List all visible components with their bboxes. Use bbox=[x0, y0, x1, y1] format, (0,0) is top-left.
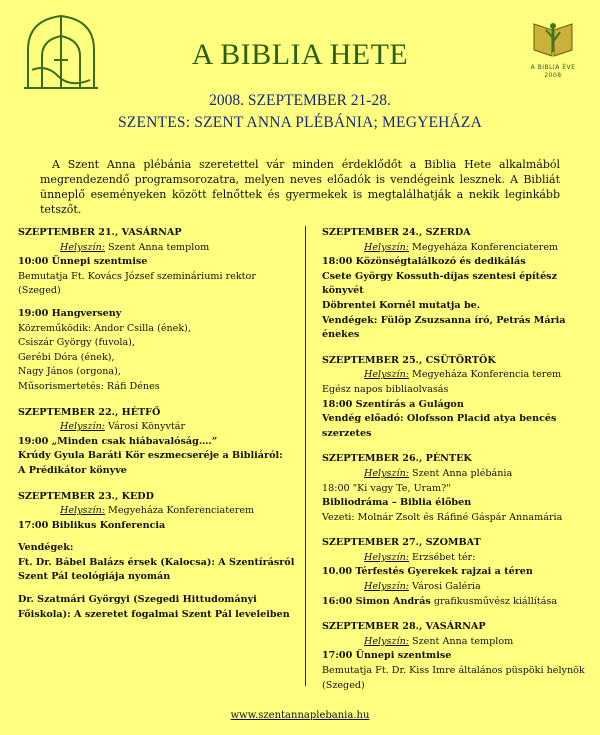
logo-year: 2008 bbox=[544, 72, 562, 79]
detail-line: Közreműködik: Andor Csilla (ének), bbox=[18, 322, 191, 334]
location-line bbox=[322, 635, 592, 650]
detail-line: Bemutatja Ft. Dr. Kiss Imre általános püspöki helynök bbox=[322, 665, 585, 677]
location-value: Erzsébet tér: bbox=[409, 551, 476, 563]
event-time-title: 16:00 Simon András bbox=[322, 595, 431, 607]
event-line: Vendégek: bbox=[18, 542, 74, 554]
event-line: Vendég előadó: Olofsson Placid atya bencés szerzetes bbox=[322, 413, 557, 439]
location-label: Helyszín: bbox=[60, 421, 105, 433]
event-line: Csete György Kossuth-díjas szentesi építész könyvét bbox=[322, 270, 558, 297]
event-line: Dr. Szatmári Györgyi (Szegedi Hittudományi bbox=[18, 594, 257, 606]
website-link[interactable]: www.szentannaplebania.hu bbox=[230, 710, 370, 721]
event-venue: SZENTES: SZENT ANNA PLÉBÁNIA; MEGYEHÁZA bbox=[117, 114, 482, 131]
location-line bbox=[322, 368, 592, 383]
program-right-column bbox=[322, 226, 592, 704]
event-line: 18:00 Közönségtalálkozó és dedikálás bbox=[322, 256, 526, 268]
location-value: Megyeháza Konferenciaterem bbox=[409, 241, 559, 253]
location-line bbox=[322, 580, 592, 595]
location-label: Helyszín: bbox=[364, 241, 409, 253]
event-line: Szent Pál teológiája nyomán bbox=[18, 571, 171, 583]
location-value: Megyeháza Konferencia terem bbox=[409, 369, 562, 381]
detail-line: (Szeged) bbox=[18, 285, 61, 297]
event-line: Ft. Dr. Bábel Balázs érsek (Kalocsa): A Szentírásról bbox=[18, 556, 295, 568]
location-value: Szent Anna templom bbox=[409, 635, 514, 647]
location-label: Helyszín: bbox=[364, 369, 409, 381]
detail-line: Csiszár György (fuvola), bbox=[18, 337, 135, 349]
location-value: Városi Galéria bbox=[409, 581, 481, 593]
day-block bbox=[322, 620, 592, 693]
day-heading: SZEPTEMBER 23., KEDD bbox=[18, 490, 154, 502]
day-block bbox=[322, 226, 592, 343]
day-block bbox=[322, 452, 592, 525]
event-line: 17:00 Biblikus Konferencia bbox=[18, 519, 166, 531]
location-label: Helyszín: bbox=[364, 635, 409, 647]
location-value: Szent Anna plébánia bbox=[409, 467, 513, 479]
location-value: Városi Könyvtár bbox=[105, 421, 186, 433]
event-line: Vendégek: Fülöp Zsuzsanna író, Petrás Mária énekes bbox=[322, 314, 566, 341]
logo-caption: A BIBLIA ÉVE bbox=[530, 64, 576, 71]
day-block bbox=[322, 354, 592, 442]
day-block bbox=[18, 226, 300, 395]
event-line: Döbrentei Kornél mutatja be. bbox=[322, 299, 481, 311]
day-block bbox=[322, 536, 592, 609]
day-heading: SZEPTEMBER 22., HÉTFŐ bbox=[18, 406, 161, 418]
location-line bbox=[322, 551, 592, 566]
location-label: Helyszín: bbox=[364, 467, 409, 479]
day-heading: SZEPTEMBER 28., VASÁRNAP bbox=[322, 621, 486, 633]
event-line: Főiskola): A szeretet fogalmai Szent Pál leveleiben bbox=[18, 608, 290, 620]
event-line: 18:00 Szentírás a Gulágon bbox=[322, 398, 464, 410]
location-line bbox=[322, 467, 592, 482]
event-line: 17:00 Ünnepi szentmise bbox=[322, 650, 452, 662]
detail-line: 18:00 "Ki vagy Te, Uram?" bbox=[322, 482, 451, 494]
event-line: Bibliodráma – Biblia élőben bbox=[322, 497, 472, 509]
column-divider bbox=[305, 226, 306, 686]
event-line: 10:00 Ünnepi szentmise bbox=[18, 256, 148, 268]
event-description: grafikusművész kiállítása bbox=[430, 595, 558, 607]
event-line: 10.00 Térfestés Gyerekek rajzai a téren bbox=[322, 566, 533, 578]
intro-paragraph: A Szent Anna plébánia szeretettel vár minden érdeklődőt a Biblia Hete alkalmából megrendezendő programsorozatra, melyen neves előadók is vendégeink lesznek. A Bibliát ünneplő eseményeken között felnőttek és gyermekek is megtalálhatják a nekik leginkább tetszőt. bbox=[40, 158, 560, 216]
detail-line: Egész napos bibliaolvasás bbox=[322, 383, 449, 395]
day-heading: SZEPTEMBER 25., CSÜTÖRTÖK bbox=[322, 354, 496, 366]
page-title: A BIBLIA HETE bbox=[191, 38, 409, 71]
detail-line: Vezeti: Molnár Zsolt és Ráfiné Gáspár Annamária bbox=[322, 511, 563, 523]
event-dates: 2008. SZEPTEMBER 21-28. bbox=[209, 92, 391, 109]
detail-line: Gerébi Dóra (ének), bbox=[18, 351, 115, 363]
event-line: 19:00 „Minden csak hiábavalóság….” bbox=[18, 435, 218, 447]
event-line: 19:00 Hangverseny bbox=[18, 307, 122, 319]
detail-line: Nagy János (orgona), bbox=[18, 366, 121, 378]
day-heading: SZEPTEMBER 21., VASÁRNAP bbox=[18, 227, 182, 238]
location-value: Megyeháza Konferenciaterem bbox=[105, 505, 255, 517]
day-heading: SZEPTEMBER 27., SZOMBAT bbox=[322, 537, 481, 549]
event-line bbox=[322, 595, 592, 610]
event-line: Krúdy Gyula Baráti Kör eszmecseréje a Bibliáról: bbox=[18, 450, 283, 462]
program-left-column bbox=[18, 226, 300, 633]
location-line bbox=[18, 241, 300, 256]
day-block bbox=[18, 406, 300, 479]
location-label: Helyszín: bbox=[60, 505, 105, 517]
location-value: Szent Anna templom bbox=[105, 241, 210, 253]
detail-line: Bemutatja Ft. Kovács József szemináriumi rektor bbox=[18, 270, 256, 282]
event-line: A Prédikátor könyve bbox=[18, 464, 127, 476]
day-heading: SZEPTEMBER 26., PÉNTEK bbox=[322, 453, 472, 465]
day-heading: SZEPTEMBER 24., SZERDA bbox=[322, 227, 471, 238]
detail-line: (Szeged) bbox=[322, 679, 365, 691]
location-label: Helyszín: bbox=[364, 551, 409, 563]
day-block bbox=[18, 490, 300, 623]
location-label: Helyszín: bbox=[364, 581, 409, 593]
location-line bbox=[18, 504, 300, 519]
detail-line: Műsorismertetés: Ráfi Dénes bbox=[18, 380, 160, 392]
location-label: Helyszín: bbox=[60, 241, 105, 253]
location-line bbox=[18, 420, 300, 435]
location-line bbox=[322, 241, 592, 256]
